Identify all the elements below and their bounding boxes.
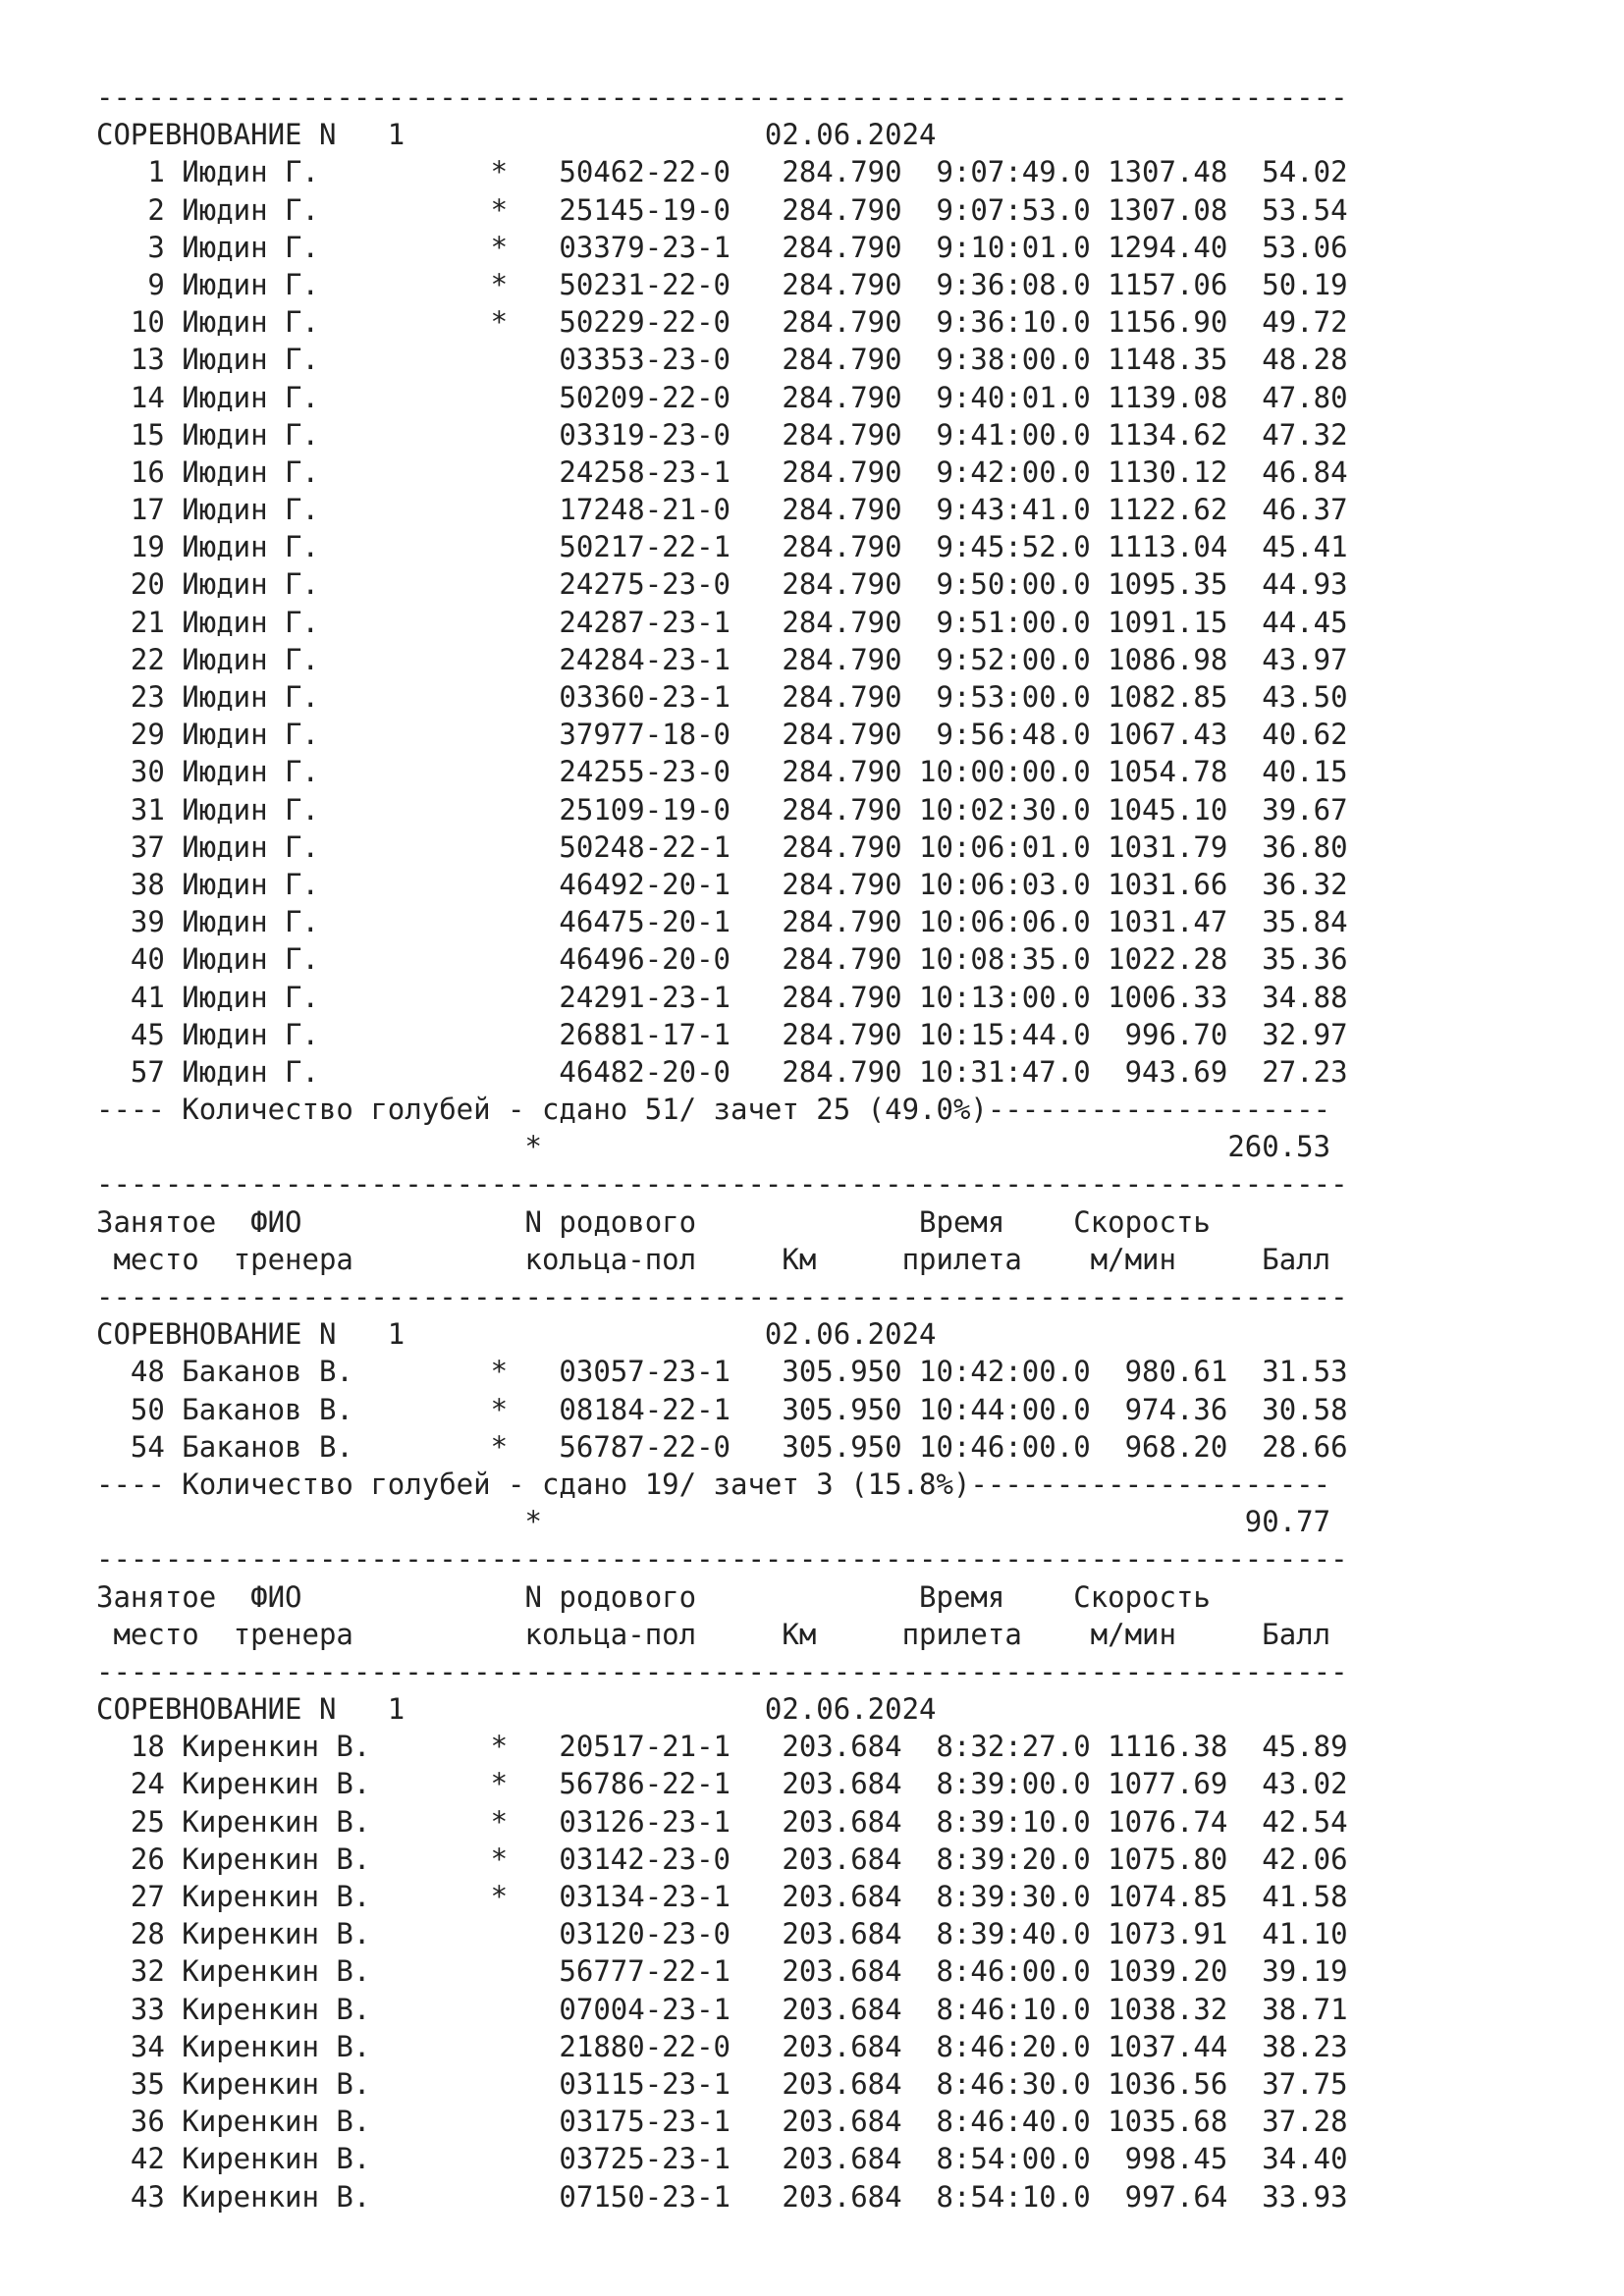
- result-row: 39 Июдин Г. 46475-20-1 284.790 10:06:06.0 1031.47 35.84: [96, 905, 1348, 939]
- result-row: 27 Киренкин В. * 03134-23-1 203.684 8:39:30.0 1074.85 41.58: [96, 1880, 1348, 1913]
- result-row: 29 Июдин Г. 37977-18-0 284.790 9:56:48.0 1067.43 40.62: [96, 718, 1348, 752]
- result-row: 26 Киренкин В. * 03142-23-0 203.684 8:39:20.0 1075.80 42.06: [96, 1842, 1348, 1876]
- result-row: 17 Июдин Г. 17248-21-0 284.790 9:43:41.0 1122.62 46.37: [96, 493, 1348, 527]
- summary-line: ---- Количество голубей - сдано 19/ зачет 3 (15.8%)---------------------: [96, 1467, 1331, 1501]
- result-row: 13 Июдин Г. 03353-23-0 284.790 9:38:00.0 1148.35 48.28: [96, 343, 1348, 377]
- result-row: 1 Июдин Г. * 50462-22-0 284.790 9:07:49.0 1307.48 54.02: [96, 155, 1348, 189]
- results-report: [96, 79, 1348, 2216]
- result-row: 23 Июдин Г. 03360-23-1 284.790 9:53:00.0 1082.85 43.50: [96, 680, 1348, 714]
- column-header: Занятое ФИО N родового Время Скорость: [96, 1579, 1211, 1614]
- result-row: 24 Киренкин В. * 56786-22-1 203.684 8:39:00.0 1077.69 43.02: [96, 1767, 1348, 1801]
- result-row: 41 Июдин Г. 24291-23-1 284.790 10:13:00.0 1006.33 34.88: [96, 980, 1348, 1014]
- result-row: 43 Киренкин В. 07150-23-1 203.684 8:54:10.0 997.64 33.93: [96, 2179, 1348, 2214]
- separator-line: -------------------------------------------------------------------------: [96, 80, 1348, 114]
- result-row: 2 Июдин Г. * 25145-19-0 284.790 9:07:53.0 1307.08 53.54: [96, 192, 1348, 227]
- result-row: 18 Киренкин В. * 20517-21-1 203.684 8:32:27.0 1116.38 45.89: [96, 1730, 1348, 1764]
- summary-line: ---- Количество голубей - сдано 51/ зачет 25 (49.0%)--------------------: [96, 1093, 1331, 1127]
- result-row: 36 Киренкин В. 03175-23-1 203.684 8:46:40.0 1035.68 37.28: [96, 2105, 1348, 2139]
- result-row: 45 Июдин Г. 26881-17-1 284.790 10:15:44.0 996.70 32.97: [96, 1017, 1348, 1051]
- result-row: 40 Июдин Г. 46496-20-0 284.790 10:08:35.0 1022.28 35.36: [96, 942, 1348, 977]
- result-row: 16 Июдин Г. 24258-23-1 284.790 9:42:00.0 1130.12 46.84: [96, 454, 1348, 489]
- separator-line: -------------------------------------------------------------------------: [96, 1542, 1348, 1576]
- competition-header: СОРЕВНОВАНИЕ N 1 02.06.2024: [96, 1692, 937, 1727]
- result-row: 38 Июдин Г. 46492-20-1 284.790 10:06:03.0 1031.66 36.32: [96, 867, 1348, 901]
- result-row: 42 Киренкин В. 03725-23-1 203.684 8:54:00.0 998.45 34.40: [96, 2142, 1348, 2176]
- result-row: 9 Июдин Г. * 50231-22-0 284.790 9:36:08.0 1157.06 50.19: [96, 267, 1348, 301]
- result-row: 3 Июдин Г. * 03379-23-1 284.790 9:10:01.0 1294.40 53.06: [96, 230, 1348, 264]
- separator-line: -------------------------------------------------------------------------: [96, 1167, 1348, 1201]
- competition-header: СОРЕВНОВАНИЕ N 1 02.06.2024: [96, 1317, 937, 1352]
- result-row: 14 Июдин Г. 50209-22-0 284.790 9:40:01.0 1139.08 47.80: [96, 380, 1348, 414]
- total-score-line: * 260.53: [96, 1130, 1331, 1164]
- result-row: 15 Июдин Г. 03319-23-0 284.790 9:41:00.0 1134.62 47.32: [96, 417, 1348, 452]
- result-row: 32 Киренкин В. 56777-22-1 203.684 8:46:00.0 1039.20 39.19: [96, 1954, 1348, 1989]
- result-row: 57 Июдин Г. 46482-20-0 284.790 10:31:47.0 943.69 27.23: [96, 1054, 1348, 1089]
- result-row: 37 Июдин Г. 50248-22-1 284.790 10:06:01.0 1031.79 36.80: [96, 829, 1348, 864]
- result-row: 33 Киренкин В. 07004-23-1 203.684 8:46:10.0 1038.32 38.71: [96, 1992, 1348, 2026]
- result-row: 35 Киренкин В. 03115-23-1 203.684 8:46:30.0 1036.56 37.75: [96, 2066, 1348, 2101]
- separator-line: -------------------------------------------------------------------------: [96, 1280, 1348, 1313]
- separator-line: -------------------------------------------------------------------------: [96, 1654, 1348, 1688]
- result-row: 25 Киренкин В. * 03126-23-1 203.684 8:39:10.0 1076.74 42.54: [96, 1804, 1348, 1839]
- result-row: 19 Июдин Г. 50217-22-1 284.790 9:45:52.0 1113.04 45.41: [96, 530, 1348, 564]
- result-row: 10 Июдин Г. * 50229-22-0 284.790 9:36:10.0 1156.90 49.72: [96, 305, 1348, 340]
- result-row: 28 Киренкин В. 03120-23-0 203.684 8:39:40.0 1073.91 41.10: [96, 1917, 1348, 1951]
- result-row: 34 Киренкин В. 21880-22-0 203.684 8:46:20.0 1037.44 38.23: [96, 2029, 1348, 2063]
- result-row: 31 Июдин Г. 25109-19-0 284.790 10:02:30.0 1045.10 39.67: [96, 792, 1348, 827]
- column-header: место тренера кольца-пол Км прилета м/мин Балл: [96, 1617, 1331, 1651]
- result-row: 30 Июдин Г. 24255-23-0 284.790 10:00:00.0 1054.78 40.15: [96, 755, 1348, 789]
- result-row: 50 Баканов В. * 08184-22-1 305.950 10:44:00.0 974.36 30.58: [96, 1392, 1348, 1426]
- result-row: 54 Баканов В. * 56787-22-0 305.950 10:46:00.0 968.20 28.66: [96, 1429, 1348, 1464]
- result-row: 22 Июдин Г. 24284-23-1 284.790 9:52:00.0 1086.98 43.97: [96, 642, 1348, 676]
- competition-header: СОРЕВНОВАНИЕ N 1 02.06.2024: [96, 118, 937, 152]
- total-score-line: * 90.77: [96, 1505, 1331, 1539]
- column-header: Занятое ФИО N родового Время Скорость: [96, 1204, 1211, 1239]
- result-row: 20 Июдин Г. 24275-23-0 284.790 9:50:00.0 1095.35 44.93: [96, 567, 1348, 602]
- result-row: 48 Баканов В. * 03057-23-1 305.950 10:42:00.0 980.61 31.53: [96, 1355, 1348, 1389]
- column-header: место тренера кольца-пол Км прилета м/мин Балл: [96, 1242, 1331, 1276]
- result-row: 21 Июдин Г. 24287-23-1 284.790 9:51:00.0 1091.15 44.45: [96, 605, 1348, 639]
